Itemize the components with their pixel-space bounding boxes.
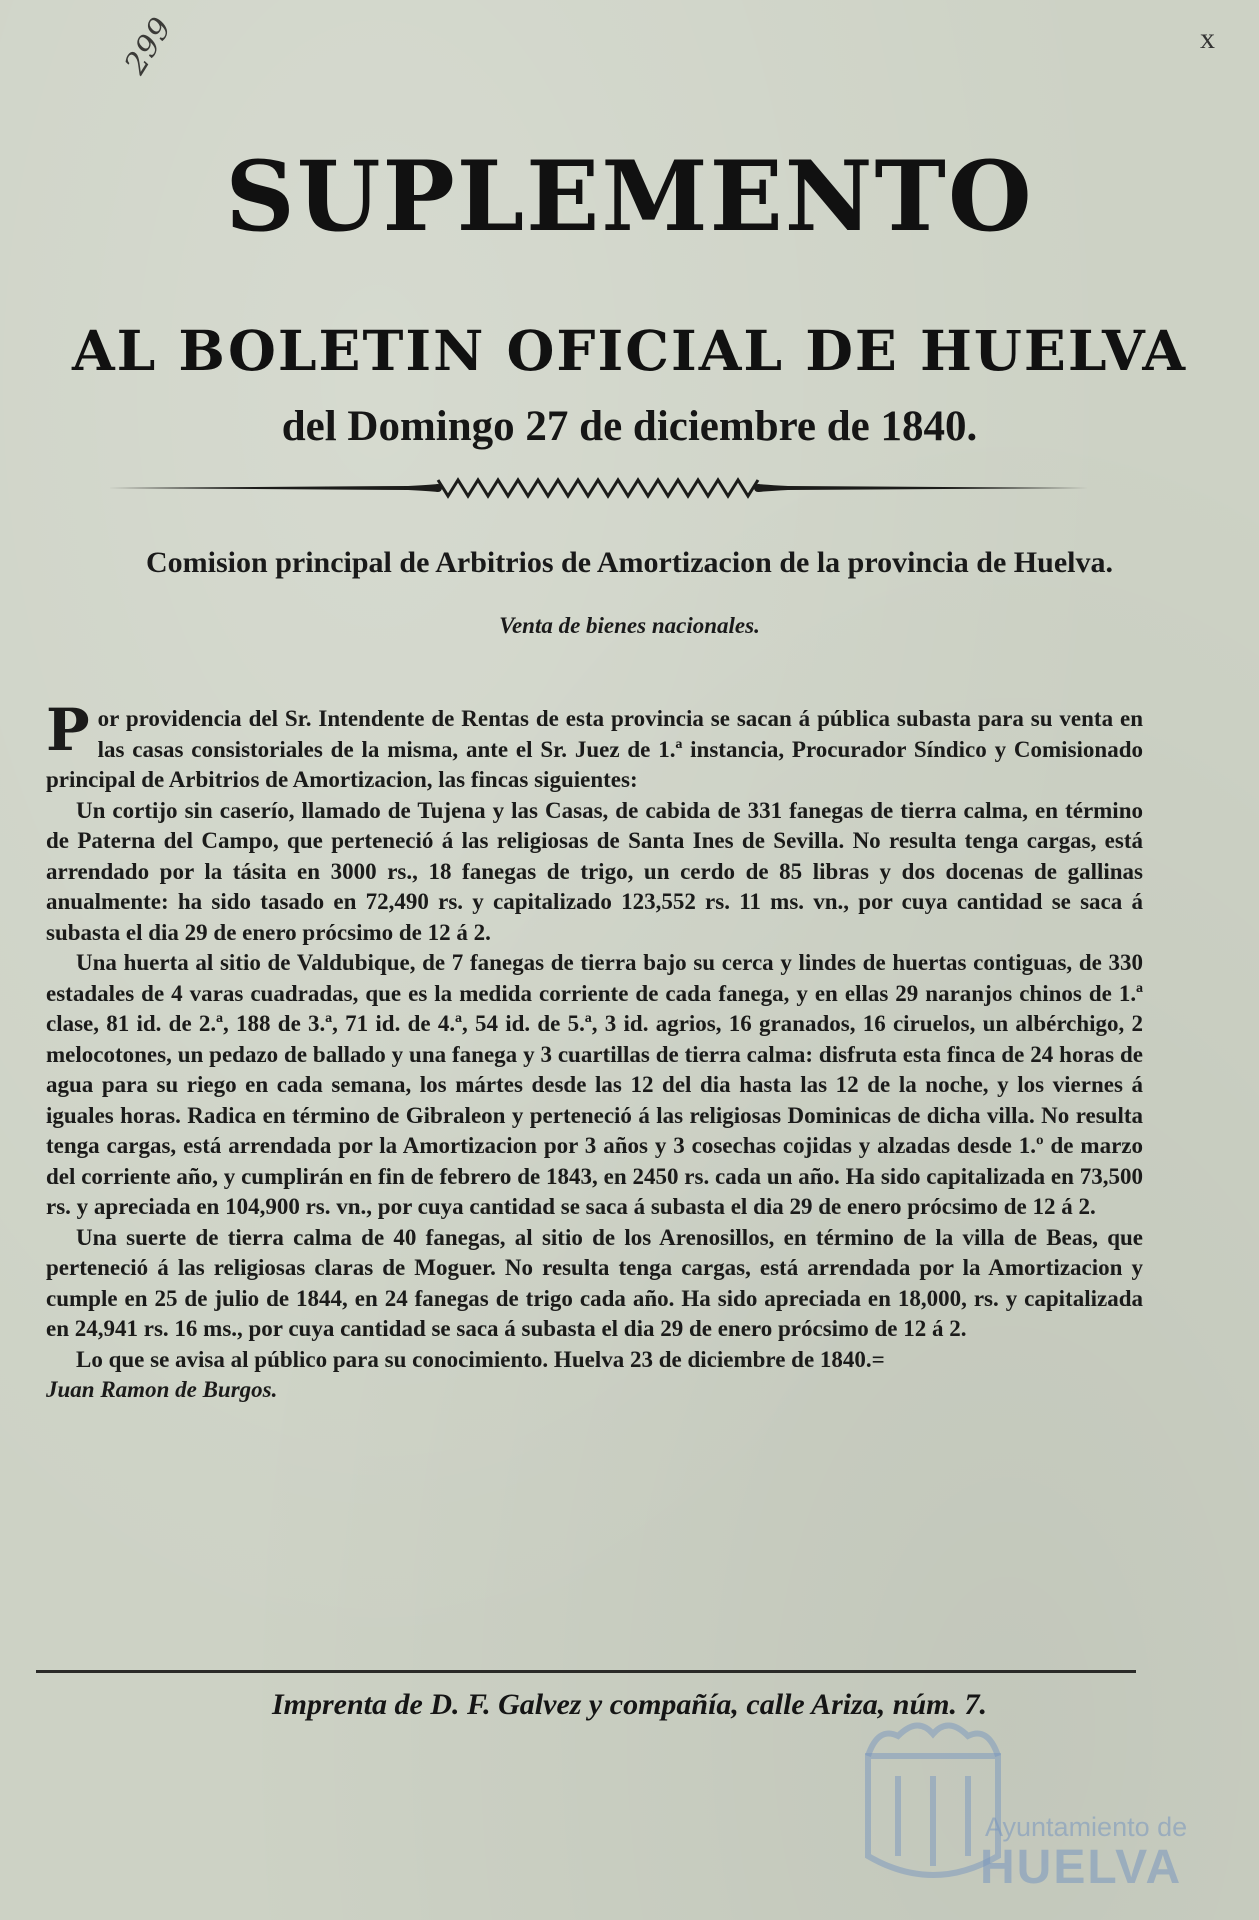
ornamental-divider bbox=[108, 474, 1088, 502]
watermark-city: HUELVA bbox=[980, 1841, 1183, 1894]
closing-paragraph bbox=[46, 1345, 1143, 1406]
section-heading: Venta de bienes nacionales. bbox=[499, 613, 760, 638]
handwritten-corner-mark: x bbox=[1200, 22, 1215, 55]
printer-imprint: Imprenta de D. F. Galvez y compañía, calle Ariza, núm. 7. bbox=[271, 1688, 988, 1721]
closing-text: Lo que se avisa al público para su conocimiento. Huelva 23 de diciembre de 1840.= bbox=[76, 1346, 885, 1372]
property-paragraph-tujena: Un cortijo sin caserío, llamado de Tujena y las Casas, de cabida de 331 fanegas de tierra calma, en término de Paterna del Campo, que perteneció á las religiosas de Santa Ines de Sevilla. No resulta tenga cargas, está arrendado por la tásita en 3000 rs., 18 fanegas de trigo, un cerdo de 85 libras y dos docenas de gallinas anualmente: ha sido tasado en 72,490 rs. y capitalizado 123,552 rs. 11 ms. vn., por cuya cantidad se saca á subasta el dia 29 de enero prócsimo de 12 á 2. bbox=[46, 797, 1143, 945]
document-subtitle: AL BOLETIN OFICIAL DE HUELVA bbox=[71, 318, 1188, 383]
document-title: SUPLEMENTO bbox=[225, 140, 1034, 253]
handwritten-folio-number: 299 bbox=[118, 10, 180, 81]
watermark-label: Ayuntamiento de bbox=[985, 1812, 1188, 1842]
property-paragraph-arenosillos: Una suerte de tierra calma de 40 fanegas, al sitio de los Arenosillos, en término de la villa de Beas, que perteneció á las religiosas claras de Moguer. No resulta tenga cargas, está arrendada por la Amortizacion y cumple en 25 de julio de 1844, en 24 fanegas de trigo cada año. Ha sido apreciada en 18,000, rs. y capitalizada en 24,941 rs. 16 ms., por cuya cantidad se saca á subasta el dia 29 de enero prócsimo de 12 á 2. bbox=[46, 1224, 1143, 1341]
drop-cap: P bbox=[46, 696, 90, 764]
document-date: del Domingo 27 de diciembre de 1840. bbox=[281, 403, 978, 450]
signature: Juan Ramon de Burgos. bbox=[46, 1377, 278, 1402]
commission-heading: Comision principal de Arbitrios de Amortizacion de la provincia de Huelva. bbox=[146, 546, 1113, 579]
footer-rule-top bbox=[36, 1670, 1136, 1673]
notice-body bbox=[46, 696, 1143, 1406]
intro-text: or providencia del Sr. Intendente de Rentas de esta provincia se sacan á pública subasta para su venta en las casas consistoriales de la misma, ante el Sr. Juez de 1.ª instancia, Procurador Síndico y Comisionado principal de Arbitrios de Amortizacion, las fincas siguientes: bbox=[46, 706, 1143, 792]
property-paragraph-valdubique: Una huerta al sitio de Valdubique, de 7 fanegas de tierra bajo su cerca y lindes de huertas contiguas, de 330 estadales de 4 varas cuadradas, que es la medida corriente de cada fanega, y en ellas 29 naranjos chinos de 1.ª clase, 81 id. de 2.ª, 188 de 3.ª, 71 id. de 4.ª, 54 id. de 5.ª, 3 id. agrios, 16 granados, 16 ciruelos, un albérchigo, 2 melocotones, un pedazo de ballado y una fanega y 3 cuartillas de tierra calma: disfruta esta finca de 24 horas de agua para su riego en cada semana, los mártes desde las 12 del dia hasta las 12 de la noche, y los viernes á iguales horas. Radica en término de Gibraleon y perteneció á las religiosas Dominicas de dicha villa. No resulta tenga cargas, está arrendada por la Amortizacion por 3 años y 3 cosechas cojidas y alzadas desde 1.º de marzo del corriente año, y cumplirán en fin de febrero de 1843, en 2450 rs. cada un año. Ha sido capitalizada en 73,500 rs. y apreciada en 104,900 rs. vn., por cuya cantidad se saca á subasta el dia 29 de enero prócsimo de 12 á 2. bbox=[46, 950, 1143, 1219]
intro-paragraph bbox=[46, 696, 1143, 796]
